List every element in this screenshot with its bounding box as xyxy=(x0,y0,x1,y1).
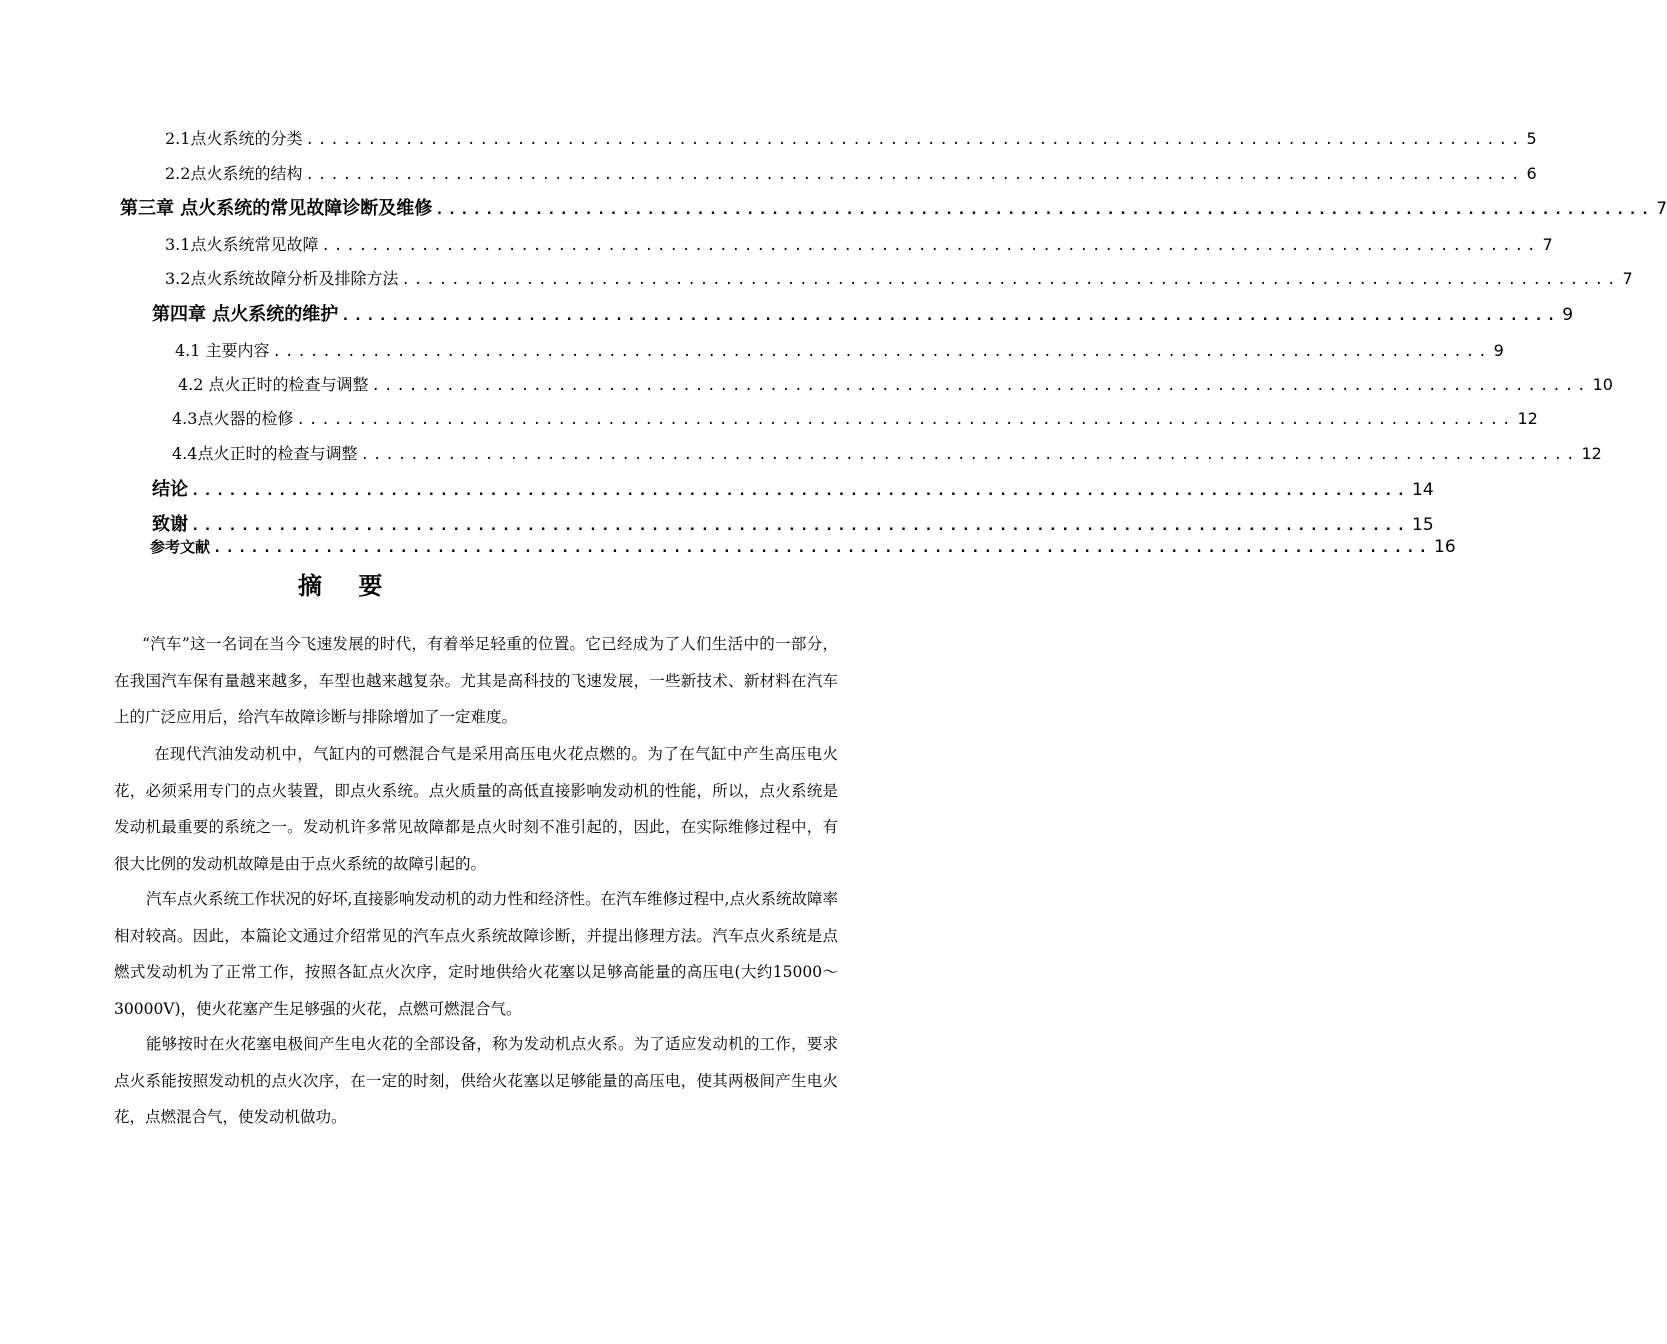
toc-leader: .................................................................................................. xyxy=(360,447,1579,463)
toc-entry-title: 致谢 xyxy=(152,514,188,535)
toc-entry-title: 2.2点火系统的结构 xyxy=(165,164,303,183)
toc-entry[interactable] xyxy=(165,126,1537,149)
toc-entry-title: 参考文献 xyxy=(150,538,211,556)
toc-entry[interactable] xyxy=(150,536,1456,557)
abstract-paragraph: 在现代汽油发动机中，气缸内的可燃混合气是采用高压电火花点燃的。为了在气缸中产生高压电火花，必须采用专门的点火装置，即点火系统。点火质量的高低直接影响发动机的性能，所以，点火系统是发动机最重要的系统之一。发动机许多常见故障都是点火时刻不准引起的，因此，在实际维修过程中，有很大比例的发动机故障是由于点火系统的故障引起的。 xyxy=(114,745,838,873)
toc-entry-page: 7 xyxy=(1542,235,1553,254)
toc-entry-title: 4.4点火正时的检查与调整 xyxy=(172,444,358,463)
toc-entry-page: 7 xyxy=(1656,199,1667,219)
toc-entry[interactable] xyxy=(172,441,1602,464)
toc-entry[interactable] xyxy=(152,475,1434,501)
toc-entry[interactable] xyxy=(165,232,1553,255)
toc-entry-page: 7 xyxy=(1622,269,1633,288)
toc-entry-page: 12 xyxy=(1517,409,1538,428)
toc-entry-page: 15 xyxy=(1412,515,1434,535)
abstract-paragraph: 能够按时在火花塞电极间产生电火花的全部设备，称为发动机点火系。为了适应发动机的工作，要求点火系能按照发动机的点火次序，在一定的时刻，供给火花塞以足够能量的高压电，使其两极间产生电火花，点燃混合气，使发动机做功。 xyxy=(114,1035,838,1126)
toc-leader: .................................................................................................. xyxy=(435,202,1654,218)
toc-entry[interactable] xyxy=(152,510,1434,536)
abstract-paragraph: 汽车点火系统工作状况的好坏,直接影响发动机的动力性和经济性。在汽车维修过程中,点火系统故障率相对较高。因此，本篇论文通过介绍常见的汽车点火系统故障诊断，并提出修理方法。汽车点火系统是点燃式发动机为了正常工作，按照各缸点火次序，定时地供给火花塞以足够高能量的高压电(大约15000～30000V)，使火花塞产生足够强的火花，点燃可燃混合气。 xyxy=(114,890,838,1018)
toc-leader: .................................................................................................. xyxy=(321,238,1540,254)
toc-entry-page: 14 xyxy=(1412,480,1434,500)
toc-leader: .................................................................................................. xyxy=(272,344,1491,360)
toc-entry-title: 4.2 点火正时的检查与调整 xyxy=(178,375,369,394)
toc-entry-page: 12 xyxy=(1581,444,1602,463)
toc-entry-page: 5 xyxy=(1526,129,1537,148)
toc-entry-title: 结论 xyxy=(152,479,188,500)
toc-leader: .................................................................................................. xyxy=(401,272,1620,288)
toc-leader: .................................................................................................. xyxy=(296,412,1515,428)
toc-entry[interactable] xyxy=(175,338,1504,361)
toc-leader: .................................................................................................. xyxy=(305,132,1524,148)
toc-leader: .................................................................................................. xyxy=(341,308,1560,324)
toc-entry-title: 3.2点火系统故障分析及排除方法 xyxy=(165,269,399,288)
toc-entry-title: 第四章 点火系统的维护 xyxy=(152,304,339,325)
toc-entry[interactable] xyxy=(120,194,1667,220)
toc-entry[interactable] xyxy=(165,266,1633,289)
toc-entry-title: 3.1点火系统常见故障 xyxy=(165,235,319,254)
toc-leader: .................................................................................................. xyxy=(191,483,1410,499)
toc-entry-page: 6 xyxy=(1526,164,1537,183)
toc-entry[interactable] xyxy=(172,406,1538,429)
toc-leader: .................................................................................................. xyxy=(191,518,1410,534)
toc-entry[interactable] xyxy=(165,161,1537,184)
toc-entry-title: 4.3点火器的检修 xyxy=(172,409,294,428)
toc-leader: .................................................................................................. xyxy=(305,167,1524,183)
toc-entry[interactable] xyxy=(178,372,1613,395)
toc-entry-page: 9 xyxy=(1493,341,1504,360)
toc-entry[interactable] xyxy=(152,300,1574,326)
abstract-paragraph: “汽车”这一名词在当今飞速发展的时代，有着举足轻重的位置。它已经成为了人们生活中的一部分，在我国汽车保有量越来越多，车型也越来越复杂。尤其是高科技的飞速发展，一些新技术、新材料在汽车上的广泛应用后，给汽车故障诊断与排除增加了一定难度。 xyxy=(114,635,838,726)
toc-entry-title: 4.1 主要内容 xyxy=(175,341,270,360)
abstract-heading: 摘 要 xyxy=(298,572,397,600)
toc-entry-page: 9 xyxy=(1562,305,1574,325)
toc-entry-title: 第三章 点火系统的常见故障诊断及维修 xyxy=(120,198,433,219)
toc-leader: .................................................................................................. xyxy=(371,378,1590,394)
toc-entry-page: 16 xyxy=(1434,537,1456,557)
toc-entry-title: 2.1点火系统的分类 xyxy=(165,129,303,148)
toc-leader: .................................................................................................. xyxy=(213,540,1432,556)
toc-entry-page: 10 xyxy=(1592,375,1613,394)
